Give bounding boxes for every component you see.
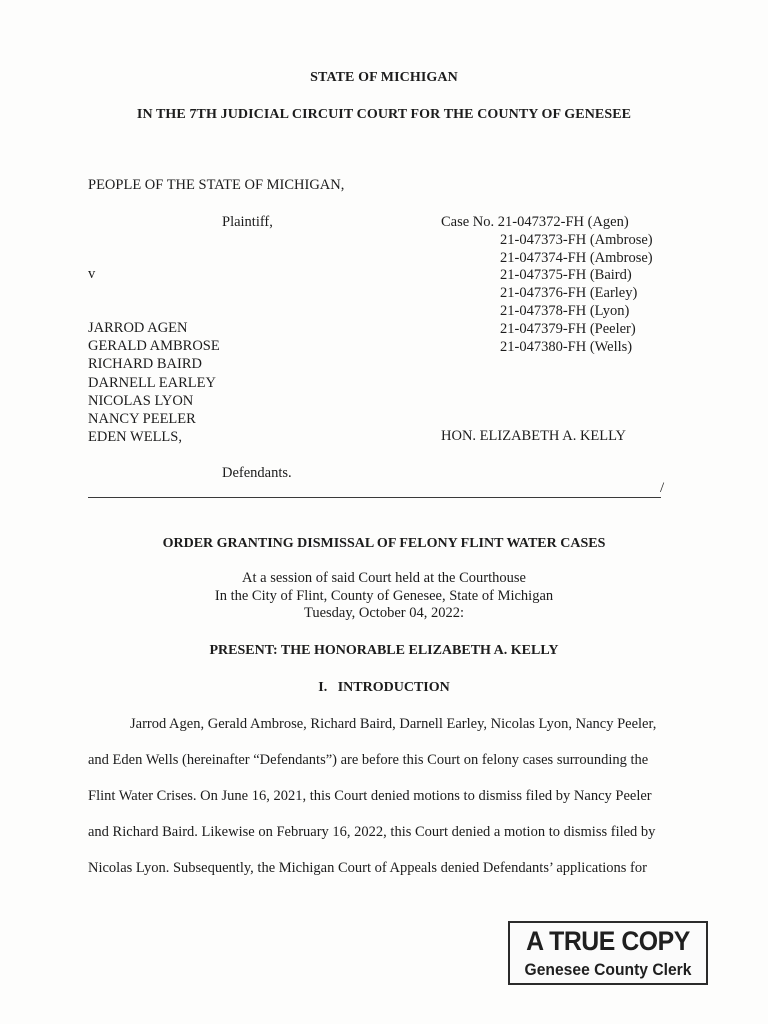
session-line: In the City of Flint, County of Genesee, State of Michigan (214, 587, 554, 604)
section-heading: I. INTRODUCTION (318, 680, 450, 695)
defendant-name: RICHARD BAIRD (88, 356, 202, 373)
case-number: 21-047376-FH (Earley) (500, 285, 638, 302)
session-line: At a session of said Court held at the Courthouse (242, 570, 526, 586)
case-number: 21-047374-FH (Ambrose) (500, 249, 653, 266)
caption-divider-mark: / (660, 480, 665, 496)
defendant-name: DARNELL EARLEY (88, 374, 216, 391)
defendant-name: NICOLAS LYON (88, 392, 194, 409)
case-number: 21-047379-FH (Peeler) (500, 320, 636, 337)
defendant-name: NANCY PEELER (88, 411, 196, 428)
stamp-title: A TRUE COPY (526, 926, 690, 956)
plaintiff-role: Plaintiff, (222, 214, 273, 230)
judge-name: HON. ELIZABETH A. KELLY (441, 428, 627, 444)
case-number-prefix: Case No. (441, 214, 495, 230)
case-number: 21-047373-FH (Ambrose) (500, 231, 653, 248)
session-block (0, 570, 768, 623)
body-line: and Richard Baird. Likewise on February 16, 2022, this Court denied a motion to dismiss filed by (88, 824, 656, 840)
state-heading: STATE OF MICHIGAN (310, 70, 458, 85)
stamp-subtitle: Genesee County Clerk (524, 960, 692, 979)
body-line: and Eden Wells (hereinafter “Defendants”) are before this Court on felony cases surrounding the (88, 752, 649, 768)
court-heading: IN THE 7TH JUDICIAL CIRCUIT COURT FOR THE COUNTY OF GENESEE (136, 107, 632, 122)
defendant-name: GERALD AMBROSE (88, 338, 220, 355)
plaintiff-name: PEOPLE OF THE STATE OF MICHIGAN, (88, 177, 345, 193)
session-line: Tuesday, October 04, 2022: (303, 605, 465, 621)
case-number-row (441, 214, 653, 232)
defendant-name: JARROD AGEN (88, 320, 188, 336)
defendants-list (88, 319, 220, 446)
present-line: PRESENT: THE HONORABLE ELIZABETH A. KELLY (209, 643, 559, 658)
versus-mark: v (88, 266, 96, 282)
case-number: 21-047372-FH (Agen) (497, 214, 629, 230)
defendants-role: Defendants. (222, 465, 292, 481)
case-number: 21-047378-FH (Lyon) (500, 302, 630, 319)
defendant-name: EDEN WELLS, (88, 429, 182, 446)
case-number: 21-047375-FH (Baird) (500, 267, 632, 284)
case-number-block (441, 214, 653, 356)
caption-divider (88, 497, 661, 498)
true-copy-stamp (508, 921, 708, 985)
body-line: Nicolas Lyon. Subsequently, the Michigan Court of Appeals denied Defendants’ applications for (88, 860, 647, 876)
case-number: 21-047380-FH (Wells) (500, 338, 633, 355)
body-line: Flint Water Crises. On June 16, 2021, this Court denied motions to dismiss filed by Nancy Peeler (88, 788, 652, 804)
order-title: ORDER GRANTING DISMISSAL OF FELONY FLINT WATER CASES (162, 536, 606, 551)
body-line: Jarrod Agen, Gerald Ambrose, Richard Baird, Darnell Earley, Nicolas Lyon, Nancy Peeler, (130, 716, 657, 732)
